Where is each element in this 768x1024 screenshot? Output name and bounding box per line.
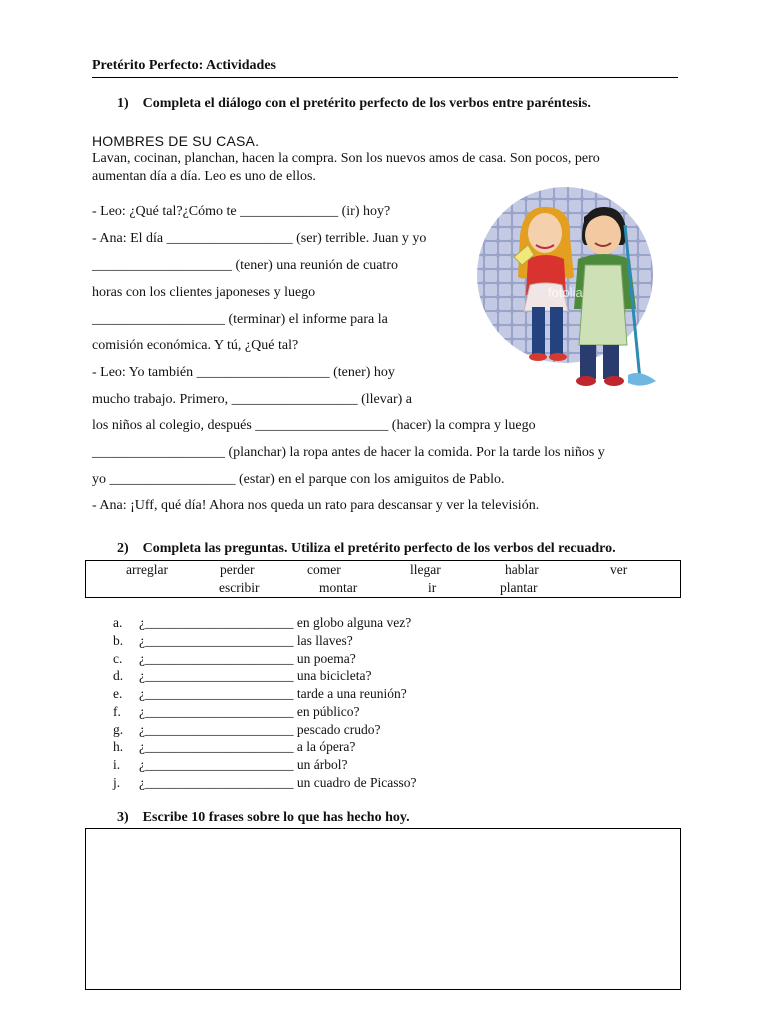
- question-item: ¿______________________ un árbol?: [139, 757, 348, 772]
- exercise-2-heading: 2) Completa las preguntas. Utiliza el pretérito perfecto de los verbos del recuadro.: [117, 541, 616, 556]
- page-title: Pretérito Perfecto: Actividades: [92, 58, 276, 73]
- dialogue-line: - Ana: ¡Uff, qué día! Ahora nos queda un rato para descansar y ver la televisión.: [92, 498, 540, 513]
- item-letter: c.: [113, 651, 123, 666]
- item-letter: h.: [113, 739, 124, 754]
- dialogue-line: ____________________ (tener) una reunión de cuatro: [92, 258, 398, 273]
- dialogue-line: horas con los clientes japoneses y luego: [92, 285, 316, 300]
- dialogue-line: ___________________ (terminar) el informe para la: [92, 312, 388, 327]
- exercise-3-heading: 3) Escribe 10 frases sobre lo que has hecho hoy.: [117, 810, 410, 825]
- housework-couple-illustration: [470, 185, 675, 400]
- item-letter: j.: [113, 775, 121, 790]
- item-letter: e.: [113, 686, 123, 701]
- verb-word: plantar: [500, 580, 538, 595]
- verb-word: escribir: [219, 580, 260, 595]
- dialogue-line: mucho trabajo. Primero, __________________ (llevar) a: [92, 392, 412, 407]
- dialogue-line: ___________________ (planchar) la ropa antes de hacer la comida. Por la tarde los niños y: [92, 445, 605, 460]
- item-letter: f.: [113, 704, 121, 719]
- question-item: ¿______________________ un cuadro de Picasso?: [139, 775, 417, 790]
- item-letter: g.: [113, 722, 124, 737]
- verb-box: [85, 560, 681, 598]
- item-letter: a.: [113, 615, 123, 630]
- dialogue-line: - Leo: Yo también ___________________ (tener) hoy: [92, 365, 395, 380]
- dialogue-line: comisión económica. Y tú, ¿Qué tal?: [92, 338, 299, 353]
- question-item: ¿______________________ en globo alguna vez?: [139, 615, 412, 630]
- dialogue-line: yo __________________ (estar) en el parque con los amiguitos de Pablo.: [92, 472, 505, 487]
- question-item: ¿______________________ una bicicleta?: [139, 668, 372, 683]
- question-item: ¿______________________ a la ópera?: [139, 739, 356, 754]
- verb-word: comer: [307, 562, 341, 577]
- item-letter: d.: [113, 668, 124, 683]
- question-item: ¿______________________ un poema?: [139, 651, 356, 666]
- item-letter: b.: [113, 633, 124, 648]
- intro-line: aumentan día a día. Leo es uno de ellos.: [92, 169, 316, 184]
- question-item: ¿______________________ tarde a una reunión?: [139, 686, 407, 701]
- verb-word: montar: [319, 580, 358, 595]
- question-item: ¿______________________ en público?: [139, 704, 360, 719]
- text-title: HOMBRES DE SU CASA.: [92, 133, 260, 149]
- verb-word: ir: [428, 580, 437, 595]
- dialogue-line: los niños al colegio, después ___________________ (hacer) la compra y luego: [92, 418, 536, 433]
- dialogue-line: - Ana: El día __________________ (ser) terrible. Juan y yo: [92, 231, 427, 246]
- watermark-text: fotolia: [548, 285, 583, 300]
- verb-word: perder: [220, 562, 255, 577]
- title-divider: [92, 77, 678, 78]
- question-item: ¿______________________ las llaves?: [139, 633, 353, 648]
- dialogue-line: - Leo: ¿Qué tal?¿Cómo te ______________ (ir) hoy?: [92, 204, 391, 219]
- exercise-1-heading: 1) Completa el diálogo con el pretérito perfecto de los verbos entre paréntesis.: [117, 96, 591, 111]
- intro-line: Lavan, cocinan, planchan, hacen la compra. Son los nuevos amos de casa. Son pocos, pero: [92, 151, 600, 166]
- verb-word: llegar: [410, 562, 441, 577]
- writing-box[interactable]: [85, 828, 681, 990]
- verb-word: arreglar: [126, 562, 168, 577]
- verb-word: hablar: [505, 562, 539, 577]
- verb-word: ver: [610, 562, 628, 577]
- question-item: ¿______________________ pescado crudo?: [139, 722, 381, 737]
- item-letter: i.: [113, 757, 121, 772]
